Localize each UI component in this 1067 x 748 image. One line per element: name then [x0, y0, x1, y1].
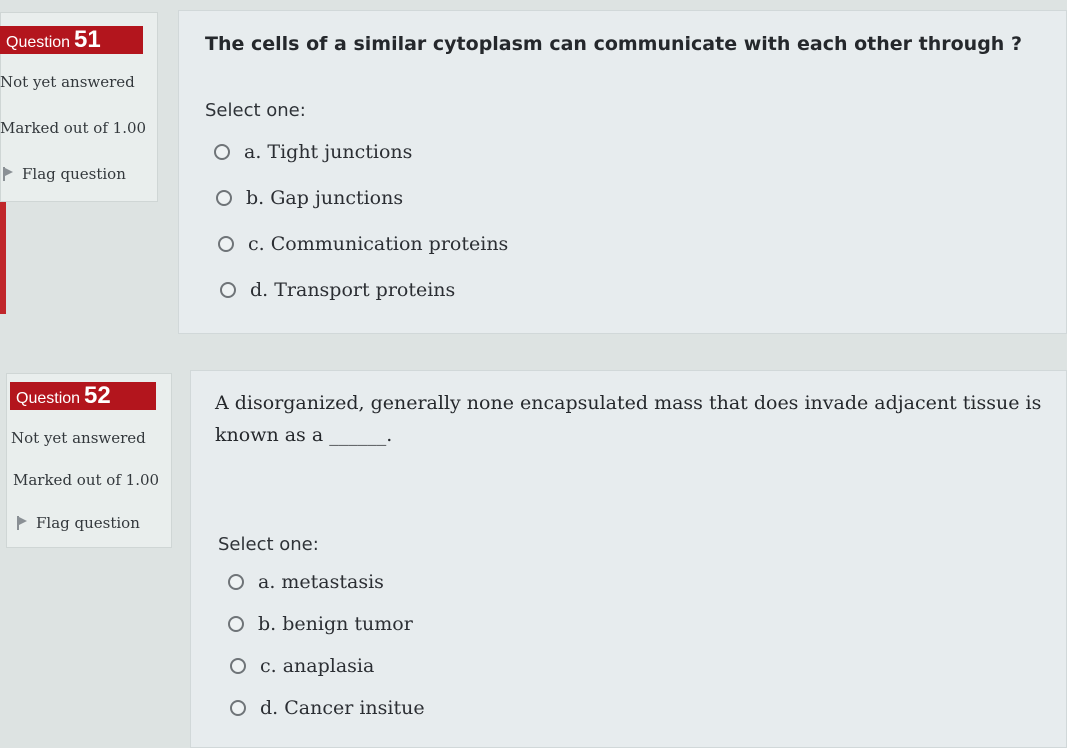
question-52-text-line-2: known as a ______.	[215, 424, 393, 446]
radio-button[interactable]	[214, 144, 230, 160]
question-label: Question	[16, 390, 81, 407]
radio-button[interactable]	[230, 700, 246, 716]
radio-button[interactable]	[216, 190, 232, 206]
radio-button[interactable]	[218, 236, 234, 252]
question-52-marks: Marked out of 1.00	[13, 471, 160, 489]
question-52-option-a[interactable]	[228, 571, 384, 593]
radio-button[interactable]	[220, 282, 236, 298]
option-label: b. Gap junctions	[246, 187, 404, 209]
radio-button[interactable]	[228, 574, 244, 590]
question-52-option-d[interactable]	[230, 697, 425, 719]
question-51-option-a[interactable]	[214, 141, 412, 163]
question-52-flag-button[interactable]	[16, 514, 140, 532]
question-52-select-label: Select one:	[218, 534, 319, 555]
flag-label: Flag question	[36, 514, 140, 532]
question-number: 51	[74, 26, 101, 53]
flag-icon	[2, 167, 14, 181]
option-label: d. Transport proteins	[250, 279, 456, 301]
question-51-option-b[interactable]	[216, 187, 403, 209]
radio-button[interactable]	[230, 658, 246, 674]
question-51-flag-button[interactable]	[2, 165, 126, 183]
radio-button[interactable]	[228, 616, 244, 632]
question-52-tag	[10, 382, 156, 410]
question-52-text-line-1: A disorganized, generally none encapsulated mass that does invade adjacent tissue is	[215, 392, 1042, 414]
question-51-option-d[interactable]	[220, 279, 455, 301]
option-label: b. benign tumor	[258, 613, 413, 635]
question-52-option-b[interactable]	[228, 613, 413, 635]
option-label: c. Communication proteins	[248, 233, 509, 255]
option-label: d. Cancer insitue	[260, 697, 425, 719]
question-number: 52	[84, 382, 111, 409]
question-51-status: Not yet answered	[0, 73, 135, 91]
question-51-tag	[0, 26, 143, 54]
flag-label: Flag question	[22, 165, 126, 183]
question-51-select-label: Select one:	[205, 100, 306, 121]
flag-icon	[16, 516, 28, 530]
question-51-option-c[interactable]	[218, 233, 508, 255]
option-label: c. anaplasia	[260, 655, 375, 677]
question-51-marks: Marked out of 1.00	[0, 119, 147, 137]
question-52-status: Not yet answered	[11, 429, 146, 447]
option-label: a. Tight junctions	[244, 141, 413, 163]
question-label: Question	[6, 34, 71, 51]
question-51-text: The cells of a similar cytoplasm can communicate with each other through ?	[205, 33, 1022, 55]
option-label: a. metastasis	[258, 571, 384, 593]
question-52-option-c[interactable]	[230, 655, 374, 677]
